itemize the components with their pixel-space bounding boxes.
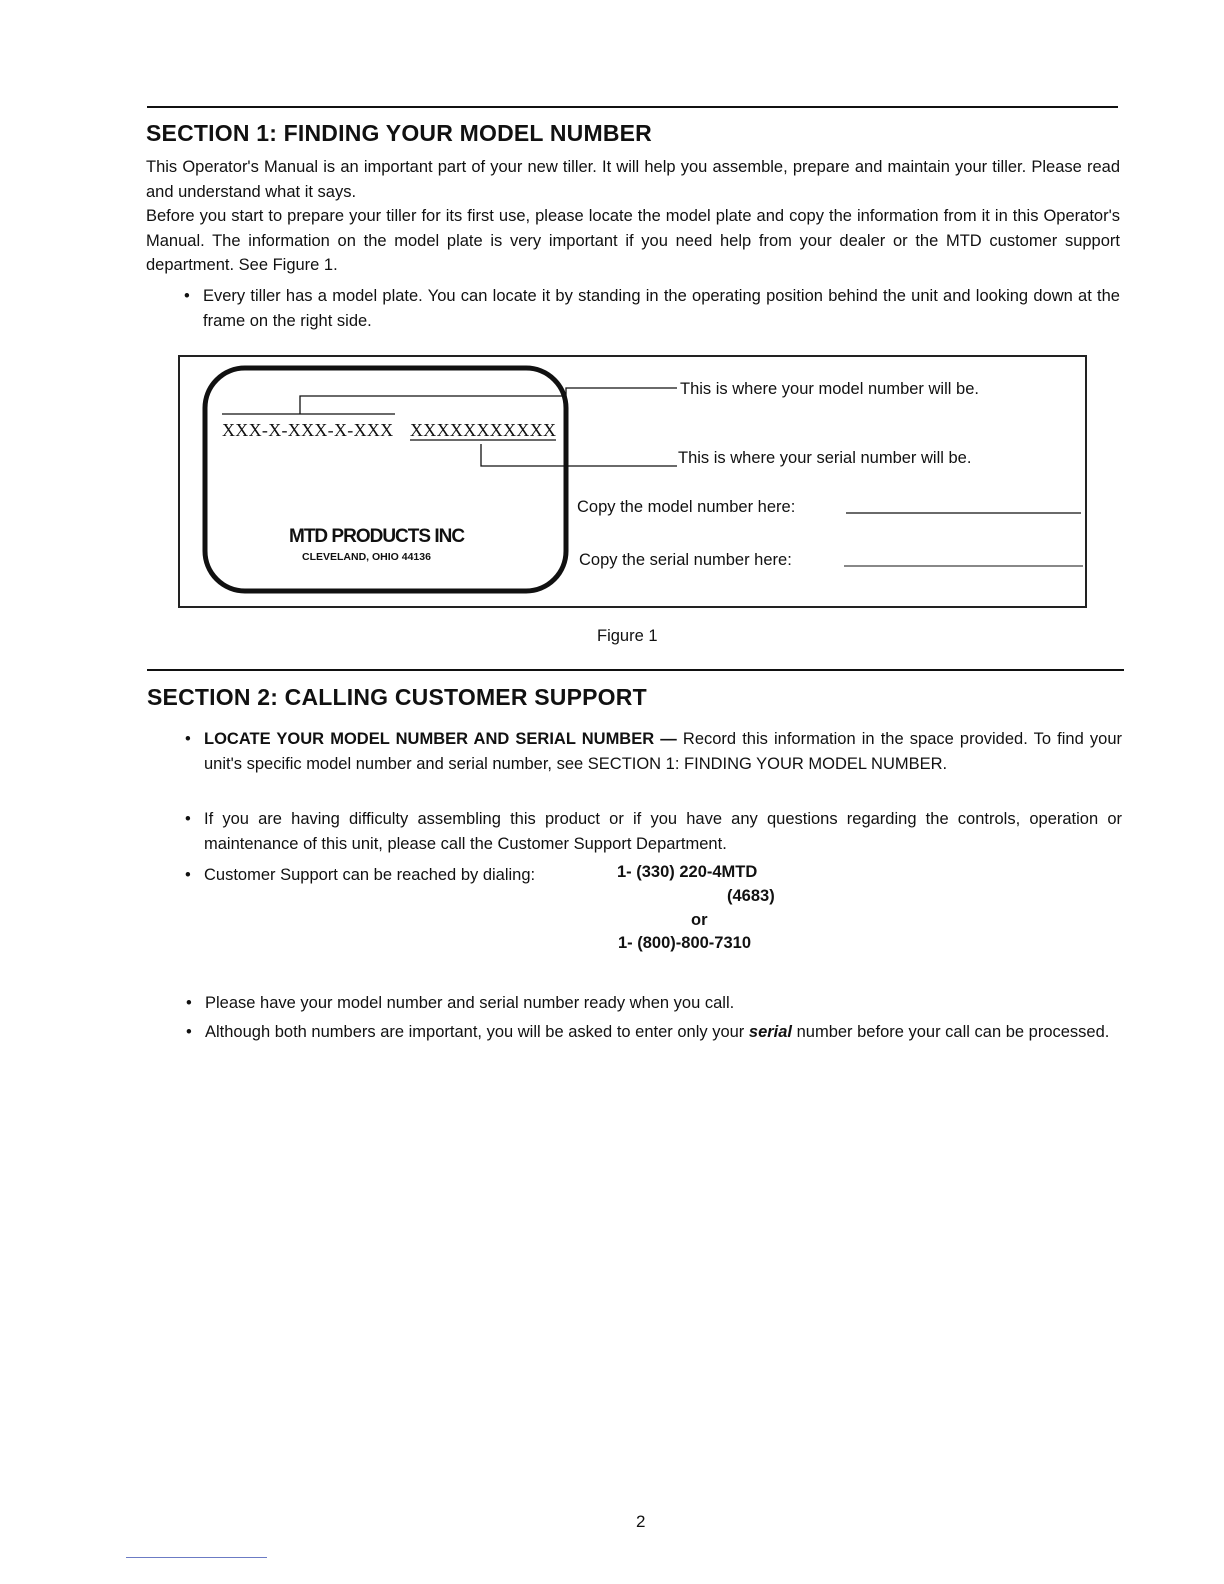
locate-body-text: Record this information in the space provided. To find your unit's specific model number and serial number, see SECTION 1: FINDING YOUR MODEL NUMBER. xyxy=(204,730,1122,773)
serial-code-placeholder: XXXXXXXXXXX xyxy=(410,420,557,440)
locate-lead-text: LOCATE YOUR MODEL NUMBER AND SERIAL NUMBER — xyxy=(204,730,677,748)
plate-company-name: MTD PRODUCTS INC xyxy=(289,526,465,547)
model-number-callout: This is where your model number will be. xyxy=(680,380,979,398)
model-code-placeholder: XXX-X-XXX-X-XXX xyxy=(222,420,394,440)
serial-emphasis: serial xyxy=(748,1023,793,1041)
serial-number-callout: This is where your serial number will be. xyxy=(678,449,972,467)
section-1-heading: SECTION 1: FINDING YOUR MODEL NUMBER xyxy=(146,120,652,146)
serial-note-text-a: Although both numbers are important, you will be asked to enter only your xyxy=(205,1023,749,1041)
section-2-bullet-locate xyxy=(204,727,1122,776)
plate-company-address: CLEVELAND, OHIO 44136 xyxy=(302,551,431,563)
section-2-heading: SECTION 2: CALLING CUSTOMER SUPPORT xyxy=(147,684,647,710)
section-2-bullet-difficulty: • If you are having difficulty assembling this product or if you have any questions regarding the controls, operation or maintenance of this unit, please call the Customer Support Department. xyxy=(204,807,1122,856)
copy-model-label: Copy the model number here: xyxy=(577,498,796,516)
section-1-bullet-model-plate: • Every tiller has a model plate. You can locate it by standing in the operating position behind the unit and looking down at the frame on the right side. xyxy=(203,284,1120,333)
serial-leader-line xyxy=(481,444,677,466)
serial-note-text-b: number before your call can be processed. xyxy=(792,1023,1110,1041)
copy-serial-label: Copy the serial number here: xyxy=(579,551,792,569)
section-2-bullet-dialing: • Customer Support can be reached by dialing: xyxy=(204,863,624,888)
phone-number-tollfree: 1- (800)-800-7310 xyxy=(618,934,751,952)
section-2-rule xyxy=(147,669,1124,671)
section-1-intro-paragraph: This Operator's Manual is an important part of your new tiller. It will help you assemble, prepare and maintain your tiller. Please read and understand what it says. xyxy=(146,158,1120,201)
section-1-locate-paragraph: Before you start to prepare your tiller for its first use, please locate the model plate and copy the information from it in this Operator's Manual. The information on the model plate is very important if you need help from your dealer or the MTD customer support department. See Figure 1. xyxy=(146,207,1120,274)
section-2-bullet-ready: • Please have your model number and serial number ready when you call. xyxy=(205,991,1122,1016)
page-number: 2 xyxy=(636,1512,646,1531)
footer-line xyxy=(126,1557,267,1558)
section-2-bullet-serial xyxy=(205,1020,1124,1045)
figure-1-caption: Figure 1 xyxy=(597,627,658,645)
model-plate-illustration xyxy=(0,0,1224,700)
model-leader-line xyxy=(300,388,677,414)
phone-or-separator: or xyxy=(691,911,708,929)
phone-number-primary-numeric: (4683) xyxy=(727,887,775,905)
phone-number-primary: 1- (330) 220-4MTD xyxy=(617,863,758,881)
